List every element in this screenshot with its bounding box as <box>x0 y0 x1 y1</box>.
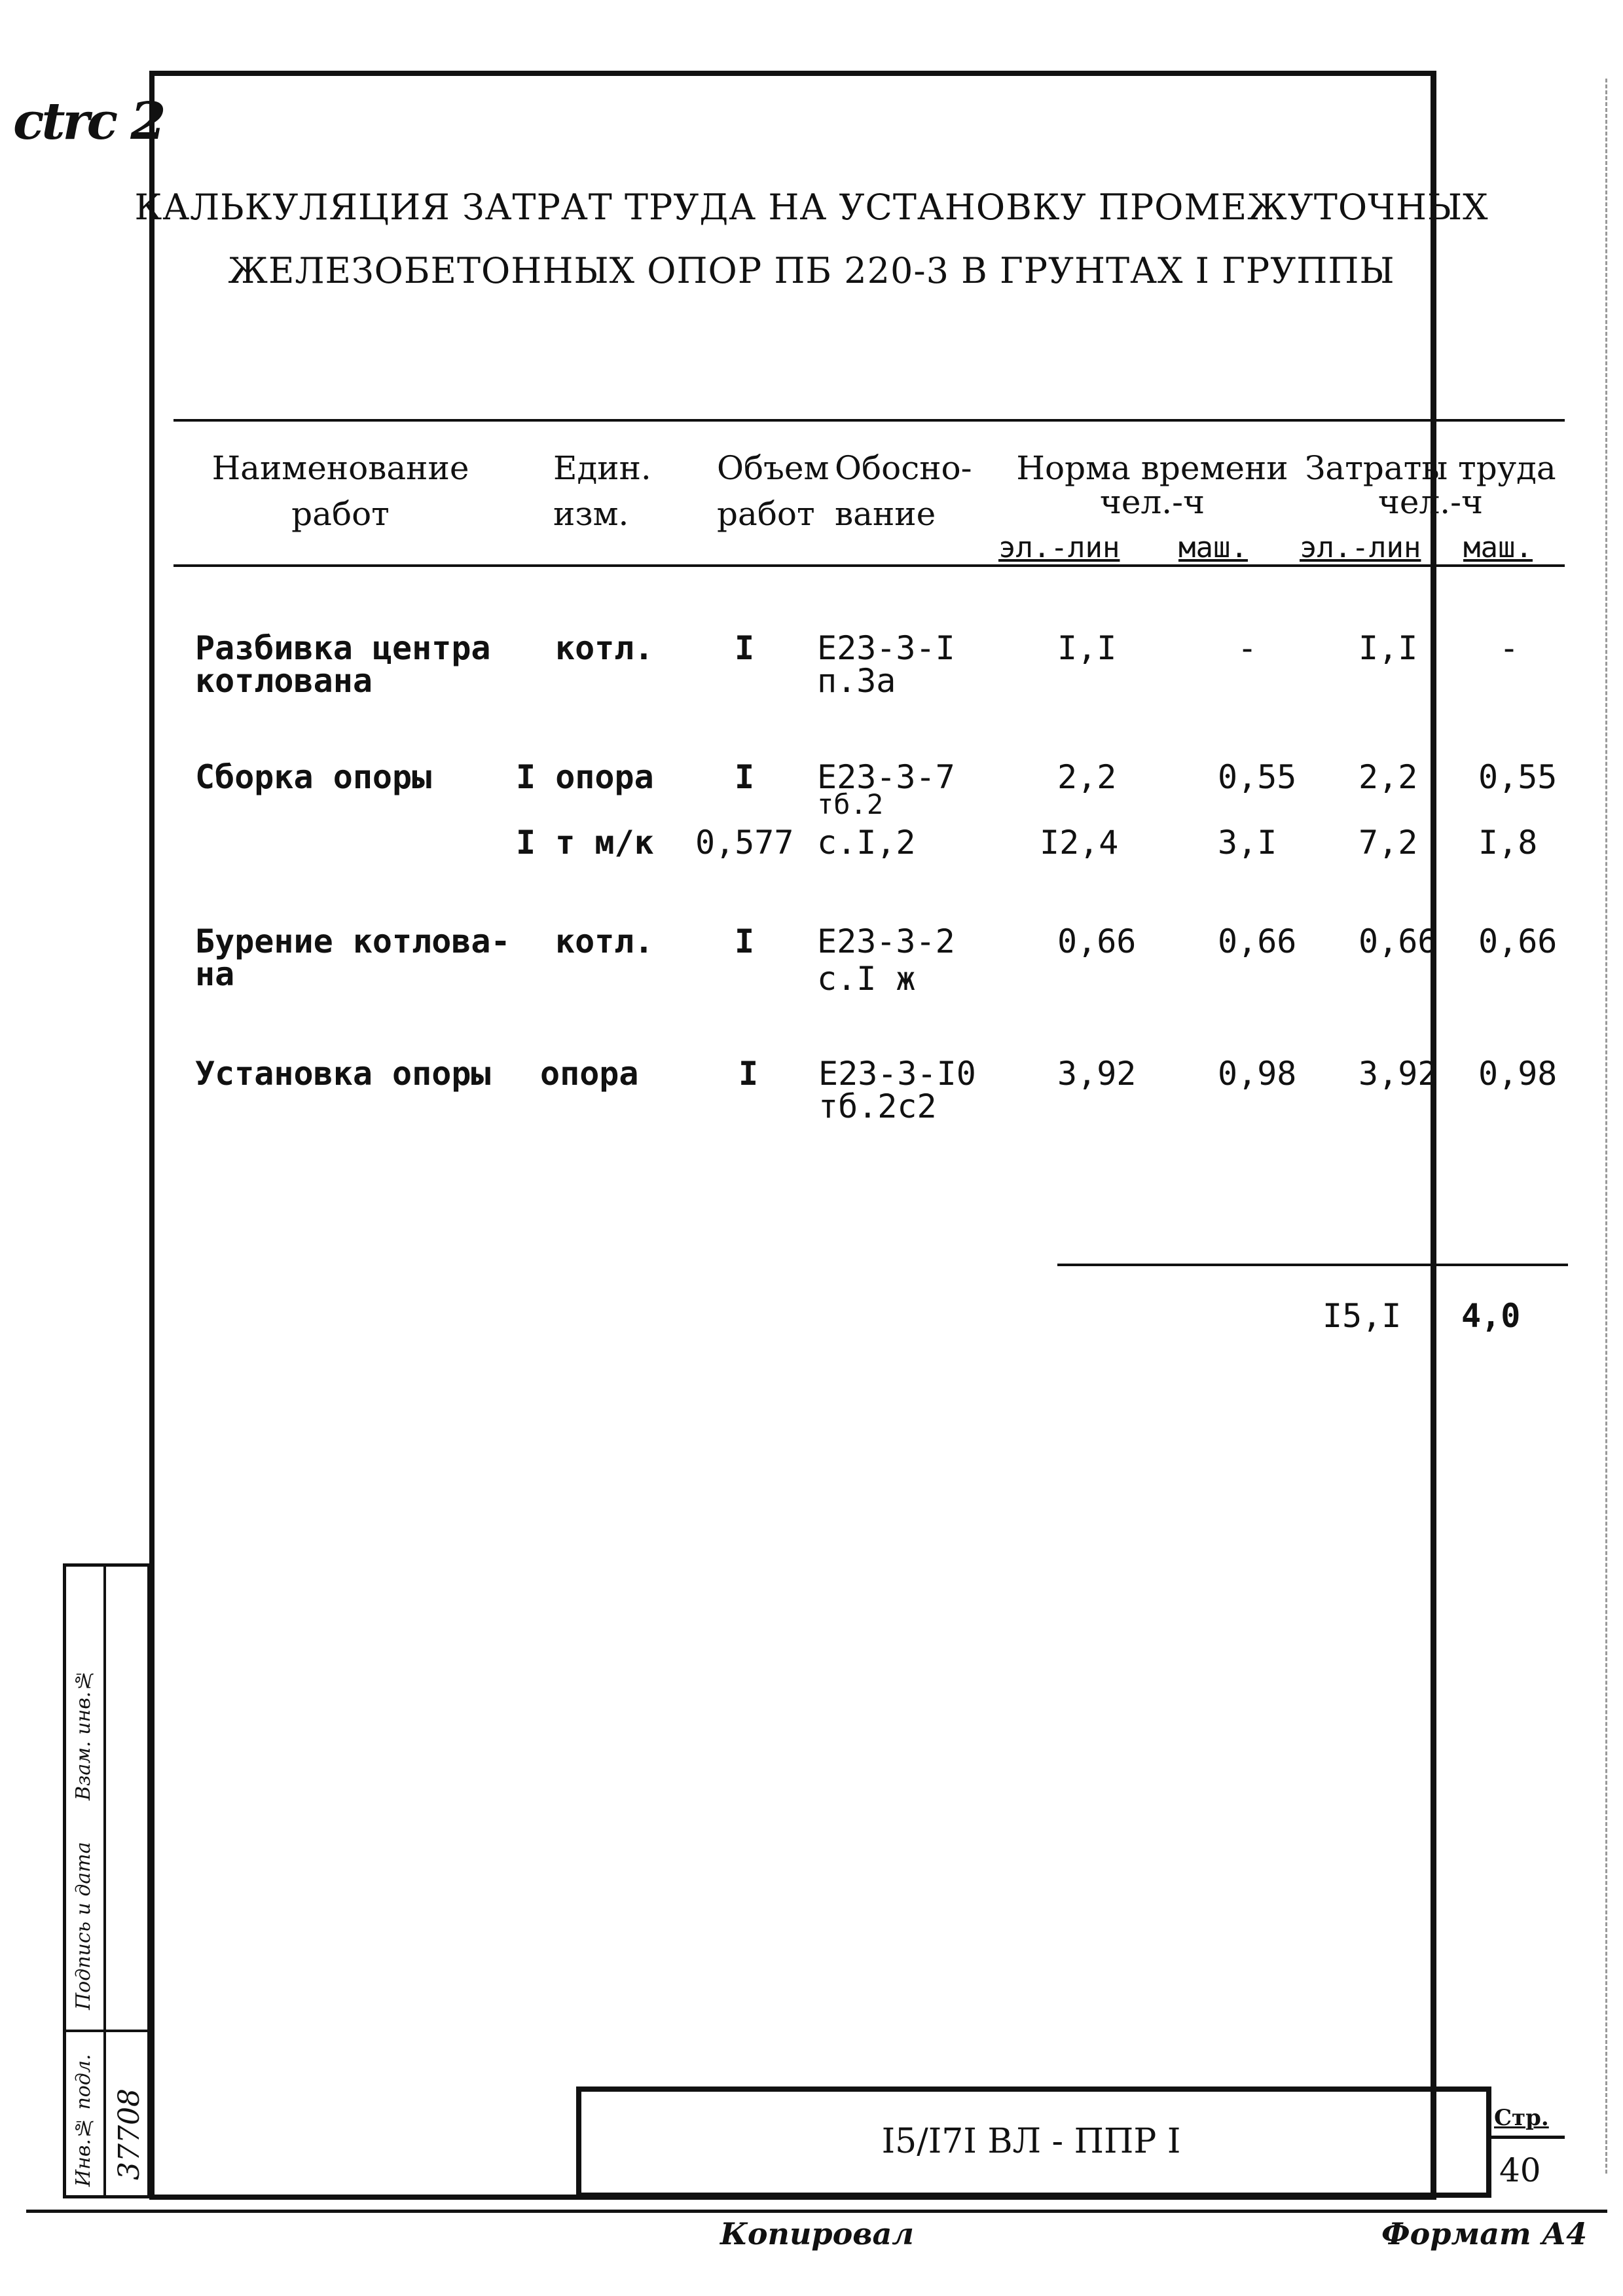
row4-name-1: Бурение котлова- <box>195 922 511 960</box>
row3-volume: 0,577 <box>695 824 794 862</box>
header-unit-1: Един. <box>553 449 651 487</box>
subheader-cost-el: эл.-лин <box>1300 531 1421 564</box>
row2-basis-1: Е23-3-7 <box>817 758 955 796</box>
row4-norm-el: 0,66 <box>1057 922 1137 960</box>
row2-basis-2: тб.2 <box>817 788 884 820</box>
side-stamp-label-3: Взам. инв.№ <box>72 1668 95 1800</box>
page-edge-shadow <box>1605 79 1607 2174</box>
row2-cost-el: 2,2 <box>1359 758 1418 796</box>
row4-name-2: на <box>195 955 235 993</box>
row1-name-1: Разбивка центра <box>195 629 491 667</box>
row4-cost-el: 0,66 <box>1359 922 1438 960</box>
row2-volume: I <box>735 758 755 796</box>
row1-norm-mash: - <box>1237 629 1258 667</box>
header-cost-2: чел.-ч <box>1377 483 1484 521</box>
side-stamp-divider <box>103 1563 106 2198</box>
row3-unit: I т м/к <box>516 824 654 862</box>
side-stamp-label-1: Инв.№ подл. <box>72 2054 95 2187</box>
subheader-norm-mash: маш. <box>1178 531 1248 564</box>
format-stamp: Формат А4 <box>1381 2216 1588 2251</box>
row5-basis-2: тб.2с2 <box>818 1087 937 1125</box>
row1-volume: I <box>735 629 755 667</box>
row3-norm-el: I2,4 <box>1040 824 1119 862</box>
bottom-rule <box>26 2210 1607 2213</box>
row4-volume: I <box>735 922 755 960</box>
total-cost-mash: 4,0 <box>1461 1297 1521 1335</box>
row3-cost-el: 7,2 <box>1359 824 1418 862</box>
document-code: I5/I7I ВЛ - ППР I <box>881 2122 1181 2161</box>
side-stamp-row-rule <box>63 2030 151 2032</box>
table-header-rule <box>173 564 1565 567</box>
header-basis-2: вание <box>835 495 936 533</box>
row1-cost-el: I,I <box>1359 629 1418 667</box>
row1-basis-2: п.3а <box>817 662 896 700</box>
row1-norm-el: I,I <box>1057 629 1117 667</box>
row4-basis-1: Е23-3-2 <box>817 922 955 960</box>
totals-rule <box>1057 1264 1568 1266</box>
row4-basis-2: с.I ж <box>817 960 916 998</box>
row5-volume: I <box>739 1055 759 1093</box>
header-cost-1: Затраты труда <box>1305 449 1556 487</box>
row1-name-2: котлована <box>195 662 373 700</box>
row5-unit: опора <box>540 1055 639 1093</box>
header-volume-1: Объем <box>717 449 830 487</box>
subheader-norm-el: эл.-лин <box>998 531 1120 564</box>
document-title-line-1: КАЛЬКУЛЯЦИЯ ЗАТРАТ ТРУДА НА УСТАНОВКУ ПРОМЕЖУТОЧНЫХ <box>134 187 1489 228</box>
sheet-label: Стр. <box>1494 2105 1549 2131</box>
subheader-cost-mash: маш. <box>1463 531 1533 564</box>
sheet-cell-rule <box>1486 2136 1565 2139</box>
row5-cost-el: 3,92 <box>1359 1055 1438 1093</box>
row4-unit: котл. <box>555 922 654 960</box>
row3-norm-mash: 3,I <box>1218 824 1277 862</box>
title-block-divider <box>1486 2086 1490 2198</box>
row4-norm-mash: 0,66 <box>1218 922 1297 960</box>
header-unit-2: изм. <box>553 495 629 533</box>
row3-cost-mash: I,8 <box>1478 824 1538 862</box>
row1-cost-mash: - <box>1499 629 1520 667</box>
row5-cost-mash: 0,98 <box>1478 1055 1558 1093</box>
row5-basis-1: Е23-3-I0 <box>818 1055 976 1093</box>
drawing-frame <box>149 71 1436 2200</box>
header-volume-2: работ <box>717 495 815 533</box>
row4-cost-mash: 0,66 <box>1478 922 1558 960</box>
row3-basis-1: с.I,2 <box>817 824 916 862</box>
header-basis-1: Обосно- <box>835 449 972 487</box>
row2-norm-el: 2,2 <box>1057 758 1117 796</box>
row1-basis-1: Е23-3-I <box>817 629 955 667</box>
header-name-2: работ <box>291 495 390 533</box>
header-norm-1: Норма времени <box>1016 449 1288 487</box>
row2-unit: I опора <box>516 758 654 796</box>
row5-norm-mash: 0,98 <box>1218 1055 1297 1093</box>
side-stamp-label-2: Подпись и дата <box>72 1842 95 2010</box>
row1-unit: котл. <box>555 629 654 667</box>
row5-name-1: Установка опоры <box>195 1055 491 1093</box>
row2-norm-mash: 0,55 <box>1218 758 1297 796</box>
header-norm-2: чел.-ч <box>1099 483 1205 521</box>
corner-handwritten-note: ctrc 2 <box>13 92 164 151</box>
row2-cost-mash: 0,55 <box>1478 758 1558 796</box>
table-top-rule <box>173 419 1565 422</box>
sheet-number: 40 <box>1499 2151 1541 2189</box>
total-cost-el: I5,I <box>1322 1297 1402 1335</box>
inventory-number: 37708 <box>113 2088 146 2180</box>
row5-norm-el: 3,92 <box>1057 1055 1137 1093</box>
copied-by-signature: Копировал <box>720 2216 914 2251</box>
document-title-line-2: ЖЕЛЕЗОБЕТОННЫХ ОПОР ПБ 220-3 В ГРУНТАХ I ГРУППЫ <box>228 250 1395 291</box>
header-name-1: Наименование <box>211 449 469 487</box>
row2-name-1: Сборка опоры <box>195 758 432 796</box>
